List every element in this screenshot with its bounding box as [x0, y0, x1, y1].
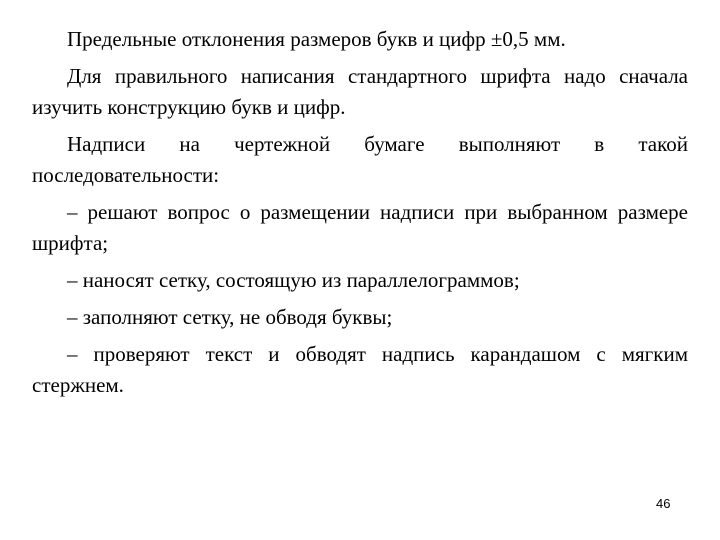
- list-item-fill-grid: – заполняют сетку, не обводя буквы;: [67, 305, 393, 329]
- paragraph-sequence-intro: Надписи на чертежной бумаге выполняют в такой последовательности:: [32, 132, 688, 187]
- list-item-grid: – наносят сетку, состоящую из параллелограммов;: [67, 268, 520, 292]
- page-number: 46: [656, 496, 671, 511]
- paragraph-font-study: Для правильного написания стандартного шрифта надо сначала изучить конструкцию букв и цифр.: [32, 64, 688, 119]
- list-item-placement: – решают вопрос о размещении надписи при выбранном размере шрифта;: [32, 200, 688, 255]
- document-body: [32, 24, 688, 407]
- list-item-check-text: – проверяют текст и обводят надпись карандашом с мягким стержнем.: [32, 342, 688, 397]
- paragraph-tolerance: Предельные отклонения размеров букв и цифр ±0,5 мм.: [67, 27, 566, 51]
